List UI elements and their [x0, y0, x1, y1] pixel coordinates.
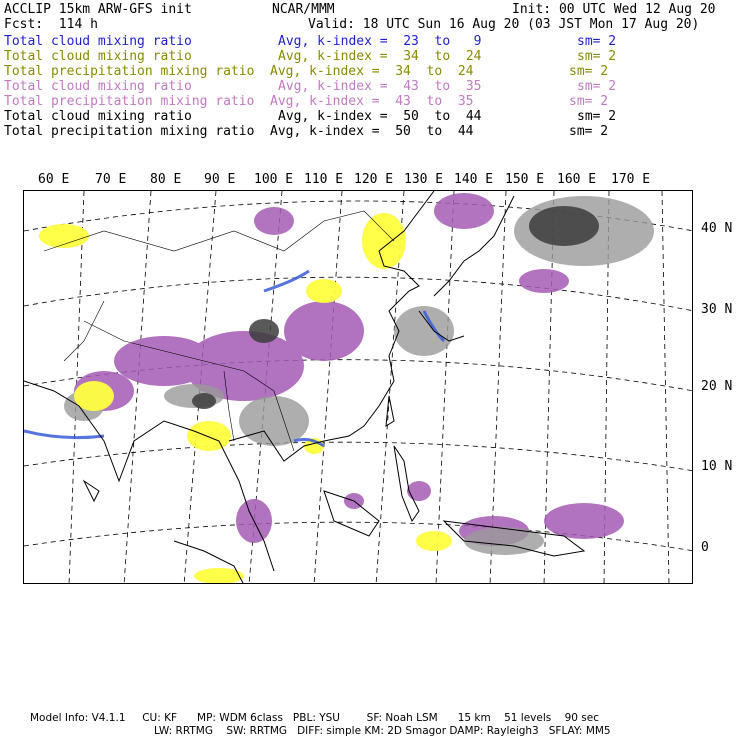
lon-label: 60 E: [38, 172, 70, 187]
model-info-line2: LW: RRTMG SW: RRTMG DIFF: simple KM: 2D Smagor DAMP: Rayleigh3 SFLAY: MM5: [154, 725, 611, 737]
field-sm: sm= 2: [577, 109, 617, 124]
lat-label: 40 N: [701, 221, 733, 236]
field-sm: sm= 2: [577, 34, 617, 49]
forecast-hour: Fcst: 114 h: [4, 17, 98, 32]
field-name: Total precipitation mixing ratio: [4, 124, 255, 139]
field-name: Total cloud mixing ratio: [4, 79, 192, 94]
field-name: Total cloud mixing ratio: [4, 109, 192, 124]
field-avg: Avg, k-index = 43 to 35: [270, 94, 474, 109]
lon-label: 130 E: [404, 172, 444, 187]
field-sm: sm= 2: [569, 94, 609, 109]
lon-label: 150 E: [505, 172, 545, 187]
field-name: Total cloud mixing ratio: [4, 49, 192, 64]
organization-label: NCAR/MMM: [272, 2, 335, 17]
field-avg: Avg, k-index = 23 to 9: [278, 34, 482, 49]
field-avg: Avg, k-index = 34 to 24: [270, 64, 474, 79]
field-sm: sm= 2: [577, 79, 617, 94]
lat-label: 0: [701, 540, 709, 555]
field-sm: sm= 2: [577, 49, 617, 64]
lon-label: 110 E: [304, 172, 344, 187]
field-name: Total cloud mixing ratio: [4, 34, 192, 49]
init-time: Init: 00 UTC Wed 12 Aug 20: [512, 2, 716, 17]
lon-label: 140 E: [454, 172, 494, 187]
lat-label: 10 N: [701, 459, 733, 474]
lat-label: 20 N: [701, 379, 733, 394]
field-name: Total precipitation mixing ratio: [4, 94, 255, 109]
lon-label: 170 E: [611, 172, 651, 187]
model-info-line1: Model Info: V4.1.1 CU: KF MP: WDM 6class PBL: YSU SF: Noah LSM 15 km 51 levels 90 sec: [30, 712, 599, 724]
cloud-fields: [24, 193, 654, 584]
field-avg: Avg, k-index = 34 to 24: [278, 49, 482, 64]
lon-label: 90 E: [204, 172, 236, 187]
lon-label: 160 E: [557, 172, 597, 187]
field-sm: sm= 2: [569, 64, 609, 79]
lon-label: 120 E: [354, 172, 394, 187]
plot-title: ACCLIP 15km ARW-GFS init: [4, 2, 192, 17]
lon-label: 70 E: [95, 172, 127, 187]
lon-label: 100 E: [254, 172, 294, 187]
field-name: Total precipitation mixing ratio: [4, 64, 255, 79]
field-avg: Avg, k-index = 50 to 44: [270, 124, 474, 139]
lon-label: 80 E: [150, 172, 182, 187]
valid-time: Valid: 18 UTC Sun 16 Aug 20 (03 JST Mon 17 Aug 20): [308, 17, 700, 32]
field-sm: sm= 2: [569, 124, 609, 139]
field-avg: Avg, k-index = 50 to 44: [278, 109, 482, 124]
lat-label: 30 N: [701, 302, 733, 317]
forecast-map: [23, 190, 693, 584]
map-canvas: [24, 191, 693, 584]
field-avg: Avg, k-index = 43 to 35: [278, 79, 482, 94]
